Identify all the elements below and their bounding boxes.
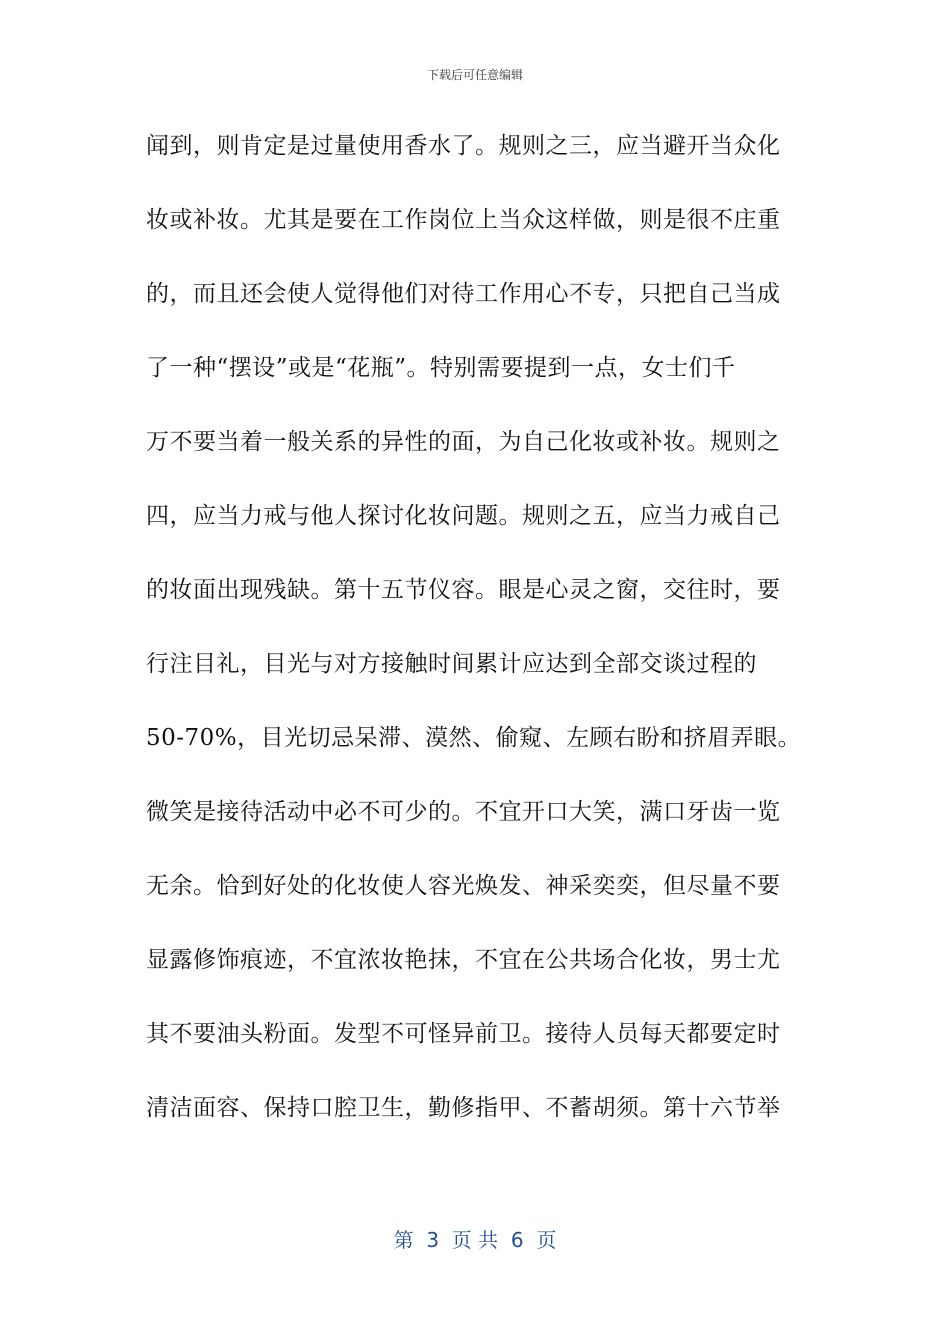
text-line: 显露修饰痕迹，不宜浓妆艳抹，不宜在公共场合化妆，男士尤 [146, 947, 781, 973]
text-line: 闻到，则肯定是过量使用香水了。规则之三，应当避开当众化 [146, 133, 781, 159]
text-line: 四，应当力戒与他人探讨化妆问题。规则之五，应当力戒自己 [146, 503, 781, 529]
text-line: 妆或补妆。尤其是要在工作岗位上当众这样做，则是很不庄重 [146, 207, 781, 233]
text-line: 的，而且还会使人觉得他们对待工作用心不专，只把自己当成 [146, 281, 781, 307]
text-line: 万不要当着一般关系的异性的面，为自己化妆或补妆。规则之 [146, 429, 781, 455]
text-line: 微笑是接待活动中必不可少的。不宜开口大笑，满口牙齿一览 [146, 799, 781, 825]
body-text [146, 118, 806, 1154]
text-line: 清洁面容、保持口腔卫生，勤修指甲、不蓄胡须。第十六节举 [146, 1095, 781, 1121]
text-line: 50-70%，目光切忌呆滞、漠然、偷窥、左顾右盼和挤眉弄眼。 [146, 725, 802, 751]
text-line: 的妆面出现残缺。第十五节仪容。眼是心灵之窗，交往时，要 [146, 577, 781, 603]
text-line: 其不要油头粉面。发型不可怪异前卫。接待人员每天都要定时 [146, 1021, 781, 1047]
text-line: 无余。恰到好处的化妆使人容光焕发、神采奕奕，但尽量不要 [146, 873, 781, 899]
text-line: 了一种“摆设”或是“花瓶”。特别需要提到一点，女士们千 [146, 355, 736, 381]
header-note: 下载后可任意编辑 [426, 68, 523, 82]
page-number: 第 3 页 共 6 页 [393, 1228, 557, 1252]
text-line: 行注目礼，目光与对方接触时间累计应达到全部交谈过程的 [146, 651, 757, 677]
